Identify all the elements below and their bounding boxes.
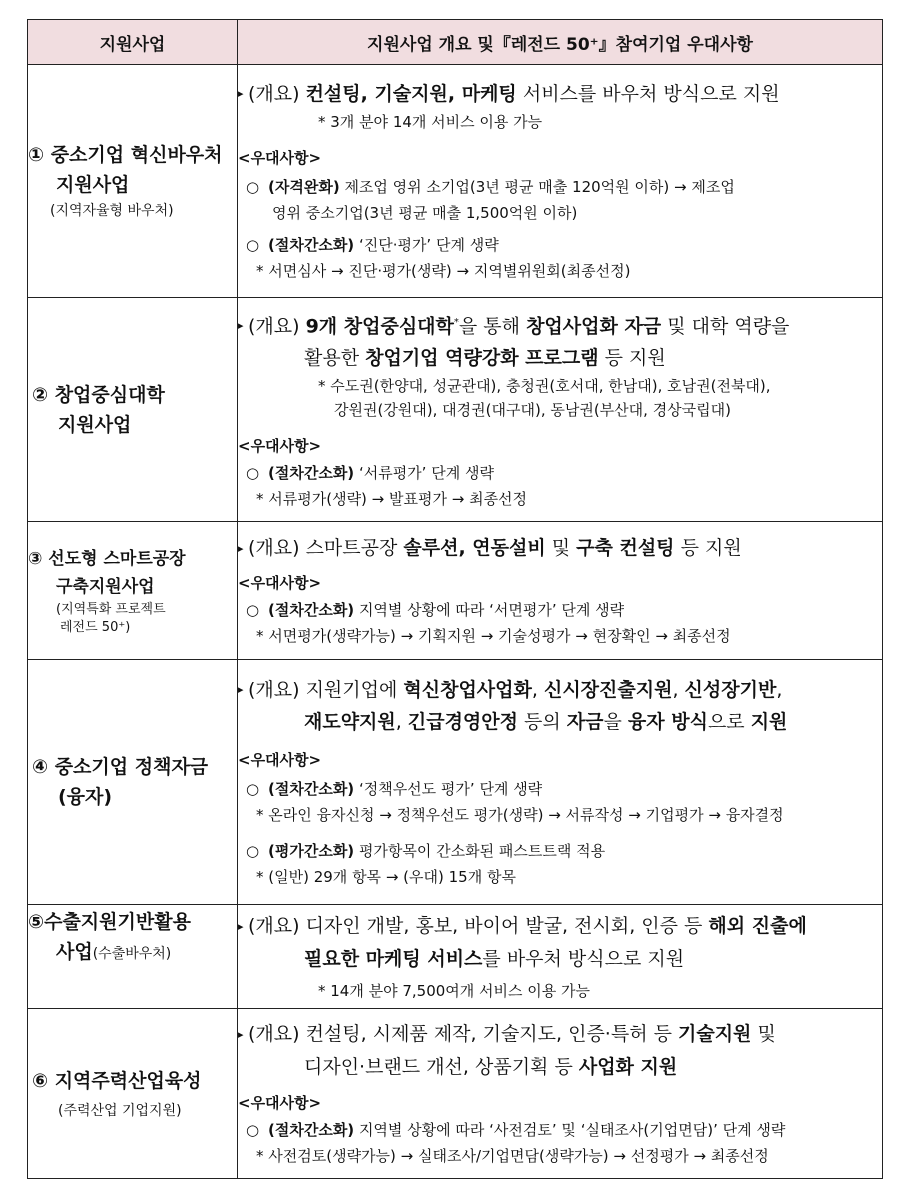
- preference-item: ○ (절차간소화) ‘정책우선도 평가’ 단계 생략: [238, 776, 882, 802]
- circle-bullet-icon: ○: [246, 600, 260, 619]
- overview-cell: [238, 660, 883, 905]
- overview-note: * 3개 분야 14개 서비스 이용 가능: [318, 113, 543, 132]
- header-overview: 지원사업 개요 및『레전드 50⁺』참여기업 우대사항: [238, 20, 883, 65]
- triangle-bullet-icon: ▸: [238, 319, 244, 333]
- header-program: 지원사업: [28, 20, 238, 65]
- overview-line: ▸ (개요) 컨설팅, 시제품 제작, 기술지도, 인증·특허 등 기술지원 및 디자인·브랜드 개선, 상품기획 등 사업화 지원: [238, 1018, 882, 1083]
- circle-bullet-icon: ○: [246, 842, 260, 861]
- program-cell: [28, 905, 238, 1009]
- overview-line: ▸ (개요) 9개 창업중심대학*을 통해 창업사업화 자금 및 대학 역량을 활용한 창업기업 역량강화 프로그램 등 지원: [238, 307, 882, 375]
- table-row: [28, 660, 883, 905]
- triangle-bullet-icon: ▸: [238, 87, 244, 101]
- overview-line: ▸ (개요) 스마트공장 솔루션, 연동설비 및 구축 컨설팅 등 지원: [238, 532, 882, 565]
- table-row: [28, 298, 883, 522]
- preference-header: <우대사항>: [238, 751, 322, 770]
- overview-note: 강원권(강원대), 대경권(대구대), 동남권(부산대, 경상국립대): [334, 401, 731, 420]
- overview-cell: [238, 1009, 883, 1179]
- program-subtitle: 레전드 50⁺): [60, 619, 131, 635]
- table-row: [28, 65, 883, 298]
- preference-header: <우대사항>: [238, 573, 322, 592]
- preference-header: <우대사항>: [238, 1093, 322, 1112]
- circle-bullet-icon: ○: [246, 178, 260, 197]
- process-steps: * 서류평가(생략) → 발표평가 → 최종선정: [256, 490, 528, 509]
- program-title: 사업(수출바우처): [56, 941, 172, 963]
- program-table: [27, 19, 883, 1179]
- triangle-bullet-icon: ▸: [238, 1027, 244, 1041]
- preference-header: <우대사항>: [238, 437, 322, 456]
- circle-bullet-icon: ○: [246, 780, 260, 799]
- program-title: ⑤수출지원기반활용: [28, 911, 191, 933]
- table-header-row: [28, 20, 883, 65]
- preference-header: <우대사항>: [238, 149, 322, 168]
- program-title: ⑥ 지역주력산업육성: [32, 1069, 202, 1092]
- program-title: 지원사업: [56, 174, 130, 196]
- table-row: [28, 1009, 883, 1179]
- program-subtitle: (지역특화 프로젝트: [56, 601, 166, 617]
- preference-item: ○ (평가간소화) 평가항목이 간소화된 패스트트랙 적용: [238, 838, 882, 864]
- process-steps: * 서면심사 → 진단·평가(생략) → 지역별위원회(최종선정): [256, 262, 631, 281]
- triangle-bullet-icon: ▸: [238, 683, 244, 697]
- preference-item: ○ (절차간소화) 지역별 상황에 따라 ‘서면평가’ 단계 생략: [238, 597, 882, 623]
- overview-cell: [238, 905, 883, 1009]
- circle-bullet-icon: ○: [246, 464, 260, 483]
- table-row: [28, 905, 883, 1009]
- overview-cell: [238, 65, 883, 298]
- overview-note: * 수도권(한양대, 성균관대), 충청권(호서대, 한남대), 호남권(전북대),: [318, 377, 771, 396]
- program-subtitle: (주력산업 기업지원): [58, 1102, 182, 1119]
- overview-line: ▸ (개요) 컨설팅, 기술지원, 마케팅 서비스를 바우처 방식으로 지원: [238, 78, 882, 111]
- program-title: 구축지원사업: [56, 576, 155, 597]
- program-title: ④ 중소기업 정책자금: [32, 756, 209, 778]
- table-row: [28, 522, 883, 660]
- preference-item: ○ (절차간소화) ‘서류평가’ 단계 생략: [238, 460, 882, 486]
- overview-note: * 14개 분야 7,500여개 서비스 이용 가능: [318, 981, 591, 1000]
- overview-cell: [238, 298, 883, 522]
- program-title: ① 중소기업 혁신바우처: [28, 144, 223, 166]
- process-steps: * 서면평가(생략가능) → 기획지원 → 기술성평가 → 현장확인 → 최종선정: [256, 626, 731, 645]
- program-cell: [28, 1009, 238, 1179]
- process-steps: * (일반) 29개 항목 → (우대) 15개 항목: [256, 868, 516, 887]
- program-cell: [28, 660, 238, 905]
- overview-cell: [238, 522, 883, 660]
- program-cell: [28, 298, 238, 522]
- program-title: ② 창업중심대학: [32, 383, 165, 406]
- triangle-bullet-icon: ▸: [238, 919, 244, 933]
- circle-bullet-icon: ○: [246, 1120, 260, 1139]
- preference-item: ○ (절차간소화) ‘진단·평가’ 단계 생략: [238, 232, 882, 258]
- program-cell: [28, 65, 238, 298]
- preference-continuation: 영위 중소기업(3년 평균 매출 1,500억원 이하): [272, 204, 578, 223]
- process-steps: * 사전검토(생략가능) → 실태조사/기업면담(생략가능) → 선정평가 → 최종선정: [256, 1146, 769, 1165]
- program-cell: [28, 522, 238, 660]
- program-title: ③ 선도형 스마트공장: [28, 548, 186, 569]
- program-title: 지원사업: [58, 413, 132, 436]
- preference-item: ○ (자격완화) 제조업 영위 소기업(3년 평균 매출 120억원 이하) → 제조업: [238, 174, 882, 200]
- program-title: (융자): [58, 786, 113, 808]
- preference-item: ○ (절차간소화) 지역별 상황에 따라 ‘사전검토’ 및 ‘실태조사(기업면담)’ 단계 생략: [238, 1117, 882, 1143]
- triangle-bullet-icon: ▸: [238, 541, 244, 555]
- circle-bullet-icon: ○: [246, 236, 260, 255]
- overview-line: ▸ (개요) 지원기업에 혁신창업사업화, 신시장진출지원, 신성장기반, 재도약지원, 긴급경영안정 등의 자금을 융자 방식으로 지원: [238, 674, 882, 739]
- program-subtitle: (지역자율형 바우처): [50, 203, 174, 219]
- overview-line: ▸ (개요) 디자인 개발, 홍보, 바이어 발굴, 전시회, 인증 등 해외 진출에 필요한 마케팅 서비스를 바우처 방식으로 지원: [238, 910, 882, 975]
- process-steps: * 온라인 융자신청 → 정책우선도 평가(생략) → 서류작성 → 기업평가 → 융자결정: [256, 806, 784, 825]
